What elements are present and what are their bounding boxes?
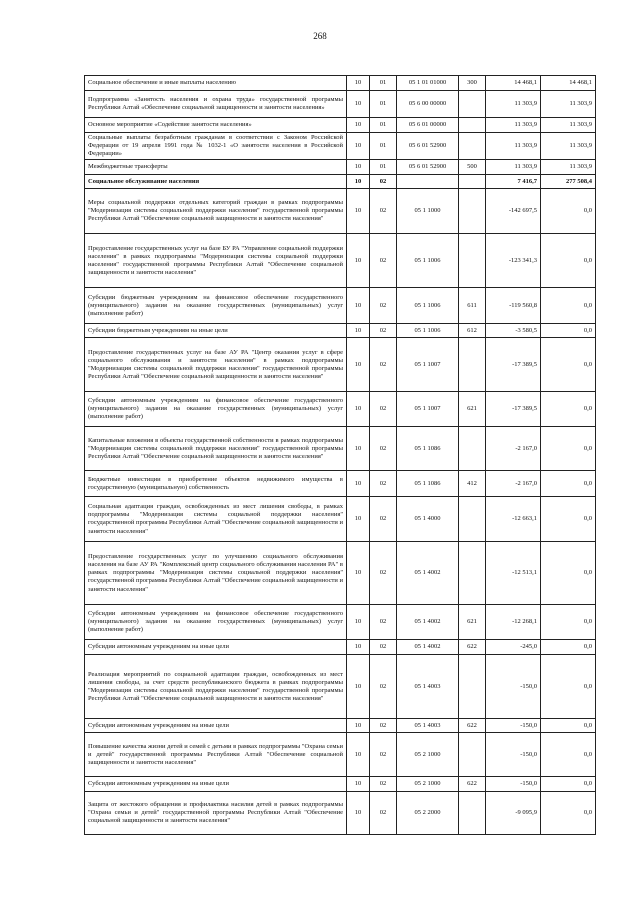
cell-target-article: 05 6 00 00000 — [397, 91, 459, 118]
cell-target-article: 05 1 1086 — [397, 471, 459, 497]
cell-target-article: 05 1 4002 — [397, 640, 459, 655]
cell-expense-type: 612 — [459, 324, 486, 338]
cell-amount-1: -150,0 — [486, 655, 541, 719]
table-row — [85, 175, 596, 189]
cell-expense-type: 622 — [459, 777, 486, 792]
cell-name: Субсидии автономным учреждениям на иные цели — [85, 719, 347, 733]
table-row — [85, 324, 596, 338]
table-row — [85, 392, 596, 427]
table-row — [85, 497, 596, 542]
cell-amount-1: 11 303,9 — [486, 133, 541, 160]
cell-section: 10 — [347, 189, 370, 234]
cell-amount-2: 0,0 — [541, 392, 596, 427]
cell-subsection: 02 — [370, 288, 397, 324]
cell-amount-2: 11 303,9 — [541, 118, 596, 133]
cell-section: 10 — [347, 338, 370, 392]
table-row — [85, 427, 596, 471]
cell-target-article: 05 1 1007 — [397, 392, 459, 427]
cell-section: 10 — [347, 427, 370, 471]
cell-name: Защита от жестокого обращения и профилактика насилия детей в рамках подпрограммы "Охрана семьи и детей" государственной программы Республики Алтай "Обеспечение социальной защищенности и занятости населения" — [85, 792, 347, 835]
cell-name: Подпрограмма «Занятость населения и охрана труда» государственной программы Республики Алтай «Обеспечение социальной защищенности и занятости населения» — [85, 91, 347, 118]
cell-name: Социальное обеспечение и иные выплаты населению — [85, 76, 347, 91]
cell-amount-2: 0,0 — [541, 497, 596, 542]
cell-target-article: 05 2 1000 — [397, 733, 459, 777]
cell-expense-type: 621 — [459, 605, 486, 640]
cell-expense-type: 621 — [459, 392, 486, 427]
cell-subsection: 02 — [370, 189, 397, 234]
cell-section: 10 — [347, 118, 370, 133]
table-row — [85, 777, 596, 792]
cell-name: Субсидии автономным учреждениям на финансовое обеспечение государственного (муниципального) задания на оказание государственных (муниципальных) услуг (выполнение работ) — [85, 392, 347, 427]
budget-table — [84, 75, 596, 835]
cell-name: Социальная адаптация граждан, освобожденных из мест лишения свободы, в рамках подпрограммы "Модернизация системы социальной поддержки населения" государственной программы Республики Алтай "Обеспечение социальной защищенности и занятости населения" — [85, 497, 347, 542]
cell-name: Предоставление государственных услуг по улучшению социального обслуживания населения на базе АУ РА "Комплексный центр социального обслуживания населения РА" в рамках подпрограммы "Модернизация системы социальной поддержки населения" государственной программы Республики Алтай "Обеспечение социальной защищенности и занятости населения" — [85, 542, 347, 605]
cell-name: Меры социальной поддержки отдельных категорий граждан в рамках подпрограммы "Модернизация системы социальной поддержки населения" государственной программы Республики Алтай "Обеспечение социальной защищенности и занятости населения" — [85, 189, 347, 234]
cell-amount-1: -12 663,1 — [486, 497, 541, 542]
cell-amount-2: 0,0 — [541, 605, 596, 640]
cell-name: Социальное обслуживание населения — [85, 175, 347, 189]
cell-target-article: 05 2 2000 — [397, 792, 459, 835]
cell-section: 10 — [347, 792, 370, 835]
cell-subsection: 01 — [370, 133, 397, 160]
table-row — [85, 792, 596, 835]
cell-section: 10 — [347, 777, 370, 792]
cell-amount-1: 14 468,1 — [486, 76, 541, 91]
cell-subsection: 02 — [370, 640, 397, 655]
cell-name: Межбюджетные трансферты — [85, 160, 347, 175]
cell-section: 10 — [347, 234, 370, 288]
cell-section: 10 — [347, 324, 370, 338]
cell-target-article: 05 6 01 52900 — [397, 160, 459, 175]
cell-target-article: 05 1 1006 — [397, 324, 459, 338]
cell-target-article: 05 6 01 52900 — [397, 133, 459, 160]
cell-target-article: 05 1 4003 — [397, 655, 459, 719]
cell-expense-type — [459, 91, 486, 118]
cell-expense-type — [459, 542, 486, 605]
cell-section: 10 — [347, 655, 370, 719]
cell-amount-2: 0,0 — [541, 719, 596, 733]
cell-target-article: 05 1 4002 — [397, 605, 459, 640]
cell-target-article: 05 1 1006 — [397, 288, 459, 324]
cell-expense-type: 611 — [459, 288, 486, 324]
table-row — [85, 640, 596, 655]
cell-amount-2: 0,0 — [541, 792, 596, 835]
cell-name: Капитальные вложения в объекты государственной собственности в рамках подпрограммы "Модернизация системы социальной поддержки населения" государственной программы Республики Алтай "Обеспечение социальной защищенности и занятости населения" — [85, 427, 347, 471]
cell-amount-1: -150,0 — [486, 777, 541, 792]
cell-amount-2: 0,0 — [541, 542, 596, 605]
table-row — [85, 189, 596, 234]
table-row — [85, 655, 596, 719]
cell-target-article: 05 1 1007 — [397, 338, 459, 392]
cell-amount-1: -17 389,5 — [486, 338, 541, 392]
cell-amount-2: 11 303,9 — [541, 160, 596, 175]
table-row — [85, 733, 596, 777]
cell-target-article: 05 1 1000 — [397, 189, 459, 234]
cell-amount-1: 11 303,9 — [486, 118, 541, 133]
cell-amount-2: 0,0 — [541, 640, 596, 655]
cell-amount-1: -123 341,3 — [486, 234, 541, 288]
cell-amount-2: 0,0 — [541, 655, 596, 719]
cell-subsection: 02 — [370, 234, 397, 288]
cell-subsection: 02 — [370, 497, 397, 542]
cell-expense-type — [459, 234, 486, 288]
table-row — [85, 719, 596, 733]
cell-section: 10 — [347, 91, 370, 118]
table-row — [85, 160, 596, 175]
table-row — [85, 91, 596, 118]
cell-amount-2: 0,0 — [541, 777, 596, 792]
cell-section: 10 — [347, 76, 370, 91]
cell-amount-1: -17 389,5 — [486, 392, 541, 427]
cell-amount-1: 11 303,9 — [486, 160, 541, 175]
cell-name: Предоставление государственных услуг на базе БУ РА "Управление социальной поддержки населения" в рамках подпрограммы "Модернизация системы социальной поддержки населения" государственной программы Республики Алтай "Обеспечение социальной защищенности и занятости населения" — [85, 234, 347, 288]
cell-amount-1: -12 268,1 — [486, 605, 541, 640]
cell-subsection: 01 — [370, 91, 397, 118]
cell-subsection: 02 — [370, 733, 397, 777]
cell-target-article: 05 1 1006 — [397, 234, 459, 288]
cell-section: 10 — [347, 471, 370, 497]
cell-target-article: 05 1 4003 — [397, 719, 459, 733]
table-row — [85, 76, 596, 91]
cell-target-article: 05 1 1086 — [397, 427, 459, 471]
cell-amount-1: -2 167,0 — [486, 427, 541, 471]
cell-name: Субсидии автономным учреждениям на финансовое обеспечение государственного (муниципального) задания на оказание государственных (муниципальных) услуг (выполнение работ) — [85, 605, 347, 640]
cell-subsection: 02 — [370, 324, 397, 338]
cell-amount-2: 11 303,9 — [541, 91, 596, 118]
cell-name: Субсидии автономным учреждениям на иные цели — [85, 777, 347, 792]
cell-subsection: 02 — [370, 471, 397, 497]
cell-amount-1: -245,0 — [486, 640, 541, 655]
cell-name: Повышение качества жизни детей и семей с детьми в рамках подпрограммы "Охрана семьи и детей" государственной программы Республики Алтай "Обеспечение социальной защищенности и занятости населения" — [85, 733, 347, 777]
cell-amount-2: 0,0 — [541, 288, 596, 324]
cell-expense-type — [459, 118, 486, 133]
cell-section: 10 — [347, 733, 370, 777]
cell-subsection: 02 — [370, 792, 397, 835]
cell-subsection: 02 — [370, 605, 397, 640]
cell-expense-type — [459, 338, 486, 392]
cell-subsection: 01 — [370, 118, 397, 133]
cell-section: 10 — [347, 640, 370, 655]
cell-expense-type: 622 — [459, 719, 486, 733]
cell-amount-1: 11 303,9 — [486, 91, 541, 118]
cell-subsection: 02 — [370, 175, 397, 189]
cell-section: 10 — [347, 392, 370, 427]
cell-name: Предоставление государственных услуг на базе АУ РА "Центр оказания услуг в сфере социального обслуживания и занятости населения" в рамках подпрограммы "Модернизация системы социальной поддержки населения" государственной программы Республики Алтай "Обеспечение социальной защищенности и занятости населения" — [85, 338, 347, 392]
cell-target-article: 05 1 01 01000 — [397, 76, 459, 91]
cell-name: Субсидии бюджетным учреждениям на финансовое обеспечение государственного (муниципального) задания на оказание государственных (муниципальных) услуг (выполнение работ) — [85, 288, 347, 324]
cell-name: Основное мероприятие «Содействие занятости населения» — [85, 118, 347, 133]
cell-subsection: 01 — [370, 76, 397, 91]
cell-expense-type — [459, 655, 486, 719]
table-row — [85, 234, 596, 288]
cell-amount-1: 7 416,7 — [486, 175, 541, 189]
cell-name: Субсидии бюджетным учреждениям на иные цели — [85, 324, 347, 338]
cell-name: Реализация мероприятий по социальной адаптации граждан, освобожденных из мест лишения свободы, за счет средств республиканского бюджета в рамках подпрограммы "Модернизация системы социальной поддержки населения" государственной программы Республики Алтай "Обеспечение социальной защищенности и занятости населения" — [85, 655, 347, 719]
cell-target-article: 05 6 01 00000 — [397, 118, 459, 133]
cell-section: 10 — [347, 719, 370, 733]
cell-amount-2: 14 468,1 — [541, 76, 596, 91]
cell-amount-1: -150,0 — [486, 733, 541, 777]
page-number: 268 — [313, 31, 327, 41]
cell-expense-type: 622 — [459, 640, 486, 655]
cell-target-article: 05 2 1000 — [397, 777, 459, 792]
cell-target-article: 05 1 4000 — [397, 497, 459, 542]
cell-subsection: 02 — [370, 542, 397, 605]
cell-section: 10 — [347, 133, 370, 160]
cell-section: 10 — [347, 175, 370, 189]
cell-expense-type: 300 — [459, 76, 486, 91]
cell-amount-1: -119 560,8 — [486, 288, 541, 324]
cell-expense-type — [459, 497, 486, 542]
cell-subsection: 02 — [370, 392, 397, 427]
cell-name: Социальные выплаты безработным гражданам в соответствии с Законом Российской Федерации от 19 апреля 1991 года № 1032-1 «О занятости населения в Российской Федерации» — [85, 133, 347, 160]
cell-subsection: 02 — [370, 719, 397, 733]
cell-subsection: 01 — [370, 160, 397, 175]
cell-expense-type — [459, 792, 486, 835]
cell-section: 10 — [347, 542, 370, 605]
cell-target-article — [397, 175, 459, 189]
cell-amount-1: -142 697,5 — [486, 189, 541, 234]
cell-expense-type — [459, 733, 486, 777]
cell-amount-2: 0,0 — [541, 338, 596, 392]
cell-name: Субсидии автономным учреждениям на иные цели — [85, 640, 347, 655]
cell-amount-1: -3 580,5 — [486, 324, 541, 338]
cell-amount-2: 0,0 — [541, 427, 596, 471]
cell-subsection: 02 — [370, 655, 397, 719]
cell-expense-type — [459, 175, 486, 189]
table-row — [85, 471, 596, 497]
cell-name: Бюджетные инвестиции в приобретение объектов недвижимого имущества в государственную (муниципальную) собственность — [85, 471, 347, 497]
cell-amount-2: 0,0 — [541, 189, 596, 234]
cell-amount-1: -9 095,9 — [486, 792, 541, 835]
table-row — [85, 133, 596, 160]
cell-amount-2: 277 508,4 — [541, 175, 596, 189]
table-row — [85, 118, 596, 133]
cell-amount-2: 0,0 — [541, 234, 596, 288]
cell-amount-2: 0,0 — [541, 324, 596, 338]
cell-expense-type: 500 — [459, 160, 486, 175]
cell-expense-type: 412 — [459, 471, 486, 497]
cell-subsection: 02 — [370, 427, 397, 471]
cell-section: 10 — [347, 497, 370, 542]
table-row — [85, 605, 596, 640]
table-row — [85, 542, 596, 605]
cell-expense-type — [459, 427, 486, 471]
table-row — [85, 338, 596, 392]
cell-section: 10 — [347, 288, 370, 324]
cell-amount-1: -12 513,1 — [486, 542, 541, 605]
cell-section: 10 — [347, 160, 370, 175]
cell-subsection: 02 — [370, 777, 397, 792]
table-body — [85, 76, 596, 835]
cell-amount-2: 11 303,9 — [541, 133, 596, 160]
cell-target-article: 05 1 4002 — [397, 542, 459, 605]
table-row — [85, 288, 596, 324]
cell-amount-1: -150,0 — [486, 719, 541, 733]
cell-amount-2: 0,0 — [541, 471, 596, 497]
cell-amount-1: -2 167,0 — [486, 471, 541, 497]
cell-section: 10 — [347, 605, 370, 640]
cell-subsection: 02 — [370, 338, 397, 392]
cell-expense-type — [459, 189, 486, 234]
cell-expense-type — [459, 133, 486, 160]
cell-amount-2: 0,0 — [541, 733, 596, 777]
